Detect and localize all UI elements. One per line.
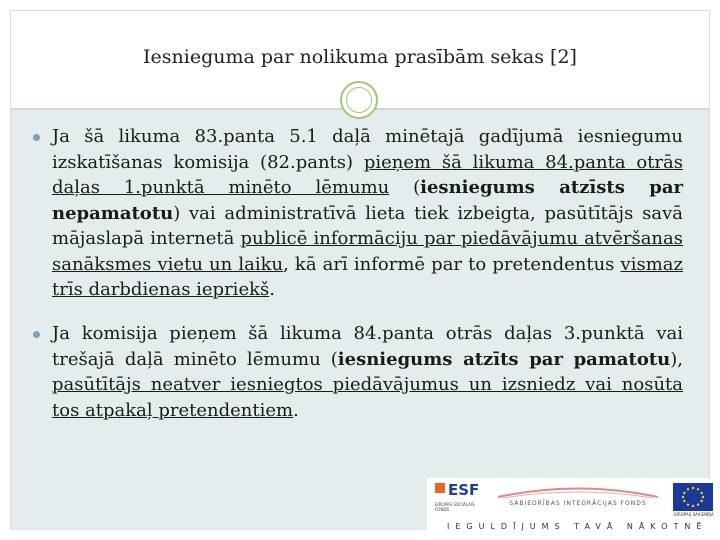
bullet-text: [33, 321, 683, 423]
eu-stars-icon: [673, 483, 713, 511]
esf-square-icon: [435, 483, 445, 493]
funding-logos: [427, 478, 720, 540]
bullet-text: [33, 124, 683, 303]
sif-logo: [493, 484, 663, 514]
slide-title: Iesnieguma par nolikuma prasībām sekas [2]: [143, 46, 577, 68]
eu-flag-icon: [673, 483, 713, 511]
bullet-dot-icon: [33, 331, 40, 338]
bullet-text-segment: .: [293, 399, 299, 421]
bullet-text-segment: iesniegums atzīts par pamatotu: [337, 348, 671, 370]
bullet-dot-icon: [33, 134, 40, 141]
bullet-item-2: [33, 321, 683, 423]
bullet-text-segment: iesniegums atzīsts par nepamatotu: [52, 177, 683, 224]
bullet-text-segment: publicē informāciju par piedāvājumu atvēršanas sanāksmes vietu un laiku: [52, 228, 683, 275]
bullet-text-segment: pasūtītājs neatver iesniegtos piedāvājumus un izsniedz vai nosūta tos atpakaļ pretendentiem: [52, 374, 683, 421]
esf-subtitle: EIROPAS SOCIĀLAIS FONDS: [435, 502, 475, 512]
eu-subtitle: EIROPAS SAVIENĪBA: [674, 512, 714, 517]
bullet-text-segment: .: [269, 279, 275, 300]
bullet-item-1: [33, 124, 683, 303]
bullet-text-segment: Ja komisija pieņem šā likuma 84.panta otrās daļas 3.punktā vai trešajā daļā minēto lēmumu (: [52, 323, 683, 370]
bullet-text-segment: , kā arī informē par to pretendentus: [283, 253, 621, 275]
bullet-text-segment: vismaz trīs darbdienas iepriekš: [52, 253, 683, 300]
bullet-text-segment: ),: [670, 348, 683, 370]
bullet-text-segment: (: [389, 177, 421, 198]
sif-arc-icon: [493, 484, 663, 500]
ring-ornament-icon: [340, 81, 378, 119]
esf-label: ESF: [448, 481, 480, 499]
sif-label: SABIEDRĪBAS INTEGRĀCIJAS FONDS: [509, 500, 647, 507]
bullet-text-segment: Ja šā likuma 83.panta 5.1 daļā minētajā gadījumā iesniegumu izskatīšanas komisija (82.pants): [52, 126, 683, 173]
esf-logo: [435, 483, 479, 517]
bullet-text-segment: ) vai administratīvā lieta tiek izbeigta, pasūtītājs savā mājaslapā internetā: [52, 202, 683, 249]
bullet-text-segment: pieņem šā likuma 84.panta otrās daļas 1.punktā minēto lēmumu: [52, 151, 683, 198]
footer-slogan: IEGULDĪJUMS TAVĀ NĀKOTNĒ: [447, 522, 708, 531]
